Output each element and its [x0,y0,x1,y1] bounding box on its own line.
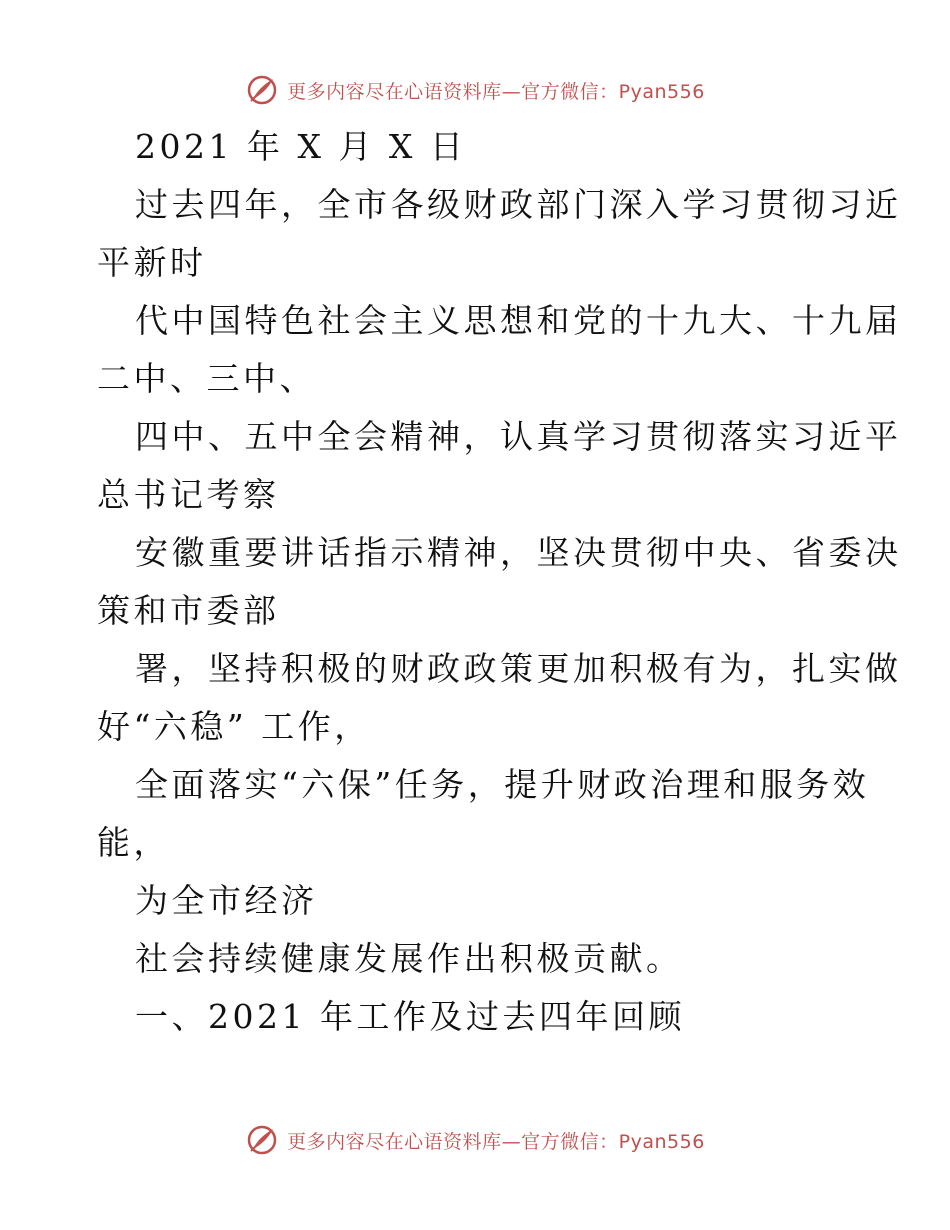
paragraph-line: 署，坚持积极的财政政策更加积极有为，扎实做 [135,649,902,688]
paragraph-line: 代中国特色社会主义思想和党的十九大、十九届 [135,301,902,340]
paragraph-line: 2021 年 X 月 X 日 [135,127,467,166]
feather-pen-logo-icon [245,1123,279,1157]
watermark-header [0,70,950,110]
paragraph-line: 四中、五中全会精神，认真学习贯彻落实习近平 [135,417,902,456]
paragraph-line: 二中、三中、 [97,359,316,398]
paragraph-line: 为全市经济 [135,881,318,920]
paragraph-line: 一、2021 年工作及过去四年回顾 [135,997,685,1036]
paragraph-line: 社会持续健康发展作出积极贡献。 [135,939,683,978]
paragraph-line: 过去四年，全市各级财政部门深入学习贯彻习近 [135,185,902,224]
watermark-text: 更多内容尽在心语资料库—官方微信：Pyan556 [287,80,705,103]
paragraph-line: 能， [97,823,170,862]
paragraph-line: 策和市委部 [97,591,280,630]
watermark-footer [0,1120,950,1160]
paragraph-line: 好“六稳” 工作， [97,707,371,746]
watermark-text: 更多内容尽在心语资料库—官方微信：Pyan556 [287,1130,705,1153]
document-body [97,118,902,1046]
paragraph-line: 安徽重要讲话指示精神，坚决贯彻中央、省委决 [135,533,902,572]
paragraph-line: 全面落实“六保”任务，提升财政治理和服务效 [135,765,870,804]
paragraph-line: 总书记考察 [97,475,280,514]
feather-pen-logo-icon [245,73,279,107]
paragraph-line: 平新时 [97,243,207,282]
